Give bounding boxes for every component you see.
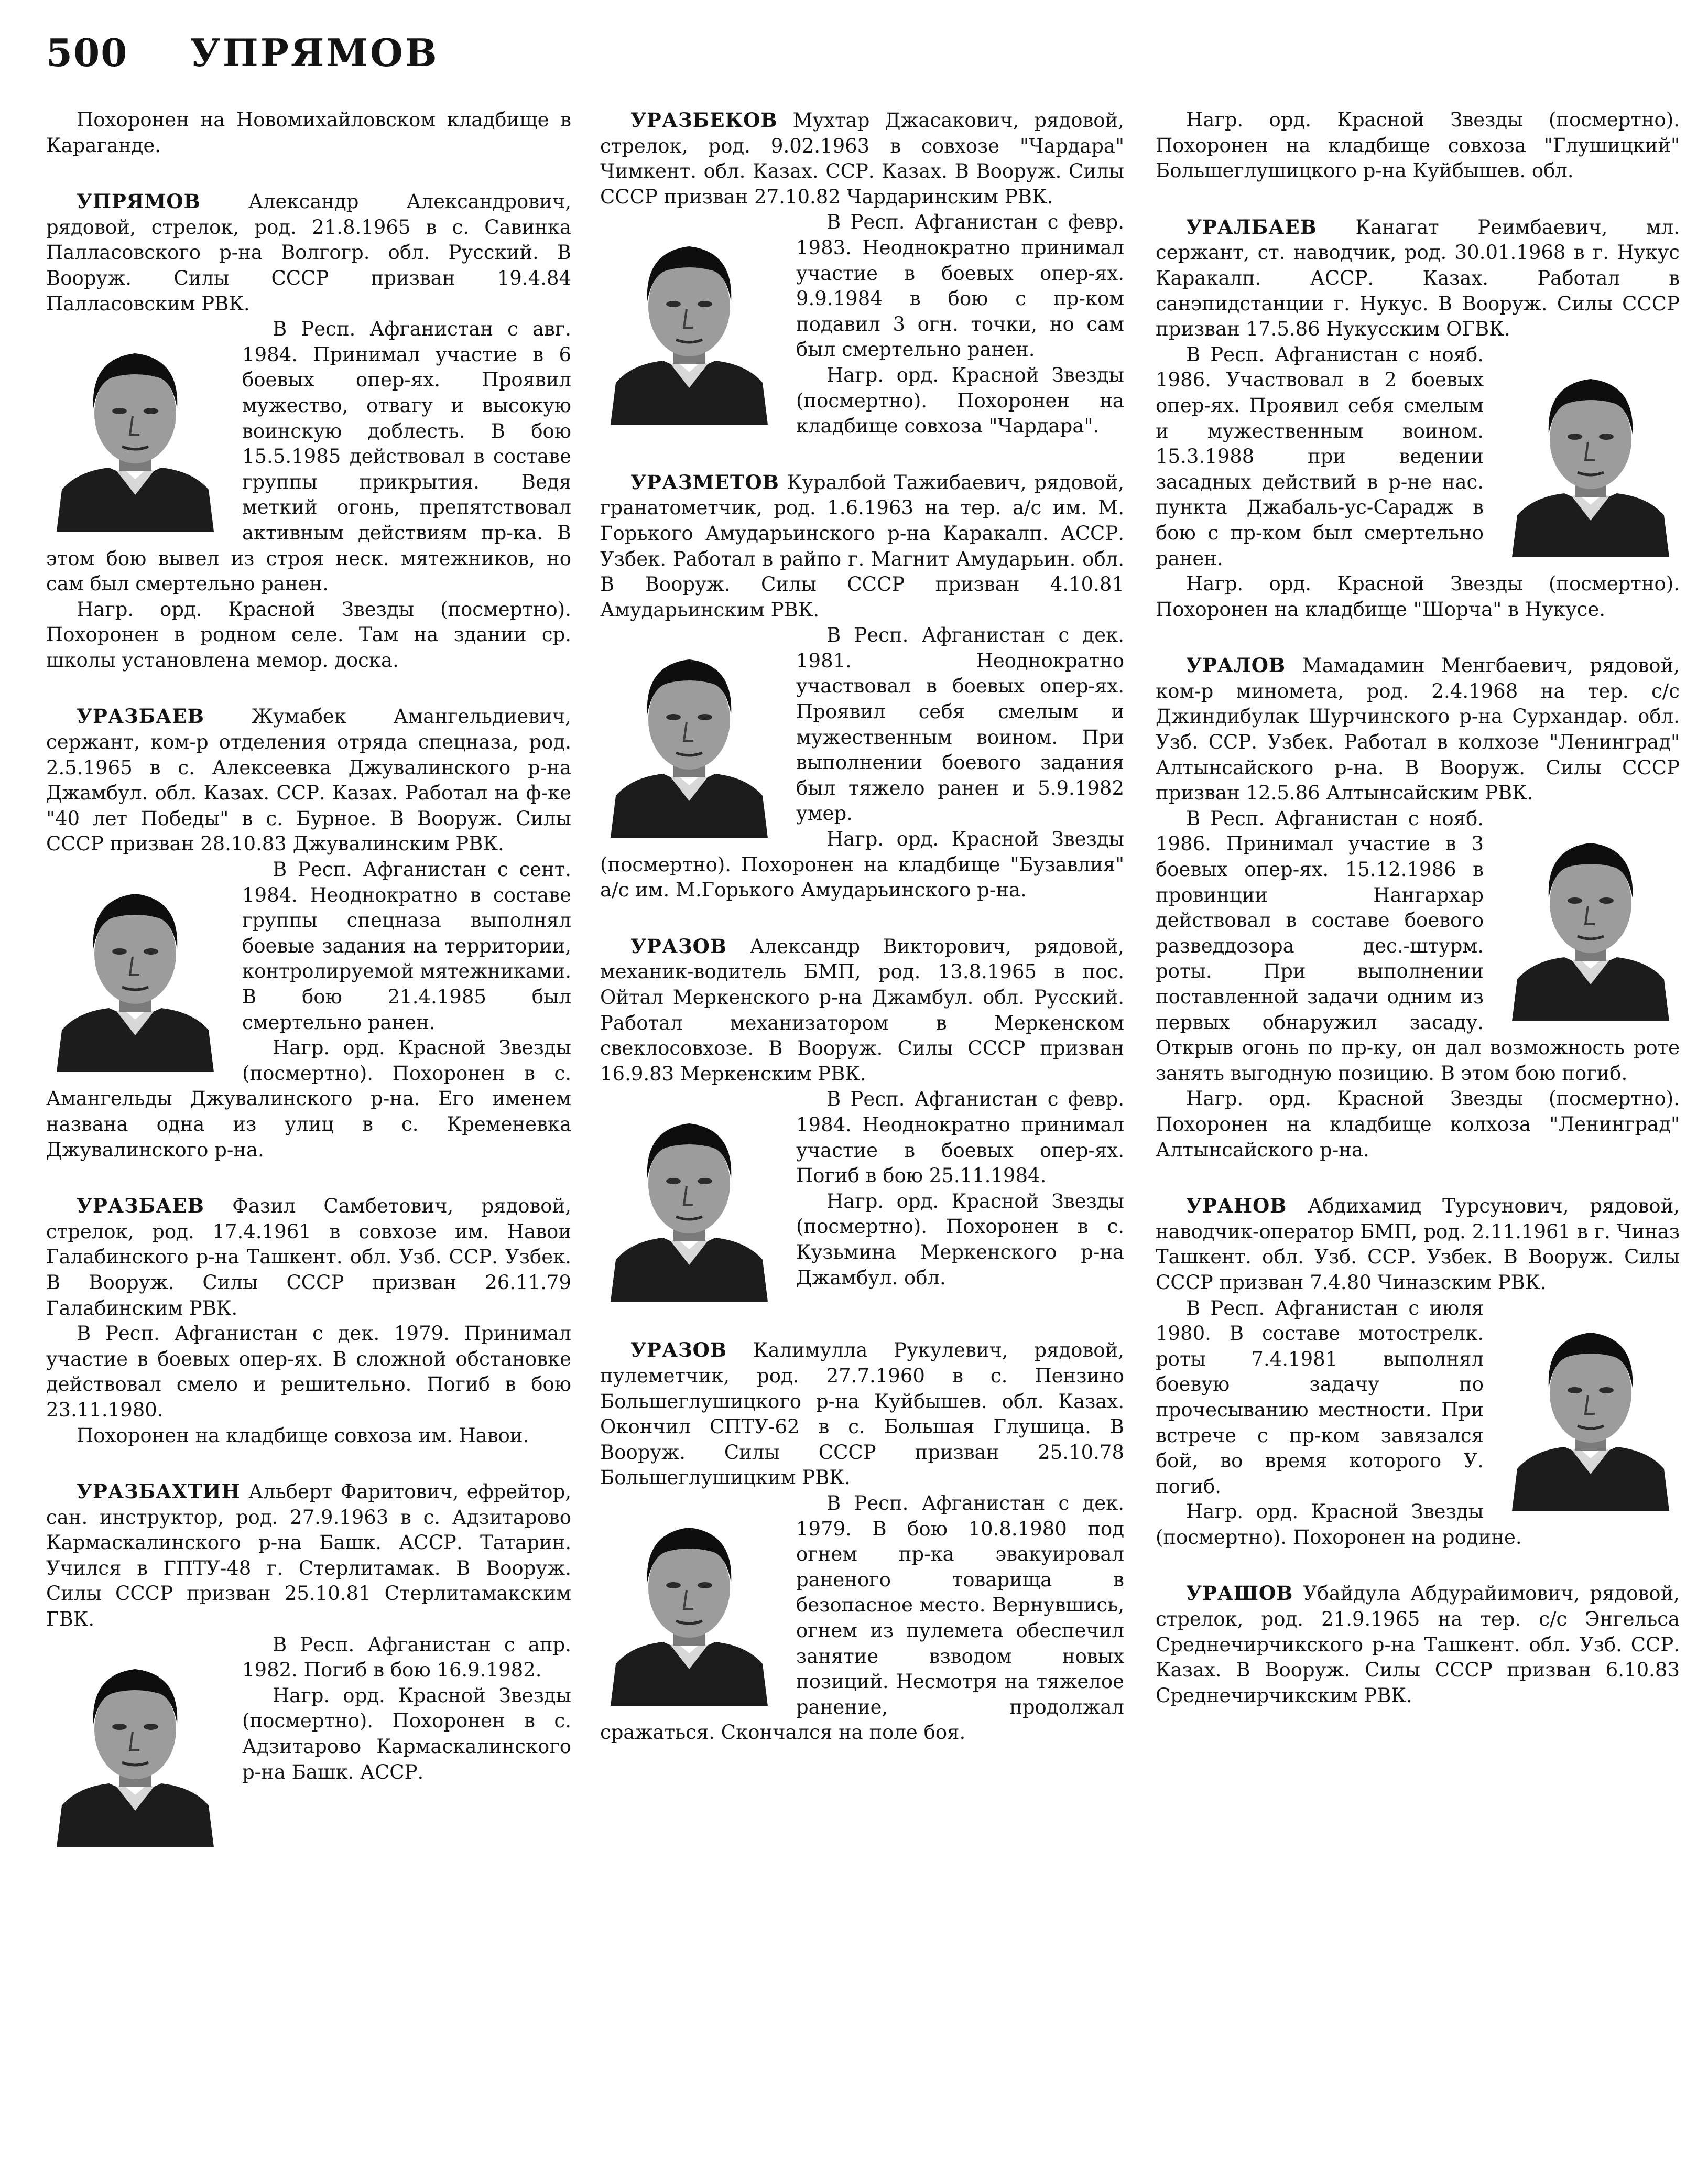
- entry-name: УРАЗБЕКОВ: [630, 109, 778, 132]
- entry-bio: Александр Викторович, рядовой, механик-водитель БМП, род. 13.8.1965 в пос. Ойтал Меркенского р-на Джамбул. обл. Русский. Работал механизатором в Меркенском свеклосовхозе. В Вооруж. Силы СССР призван 16.9.83 Меркенским РВК.: [600, 935, 1124, 1085]
- entry-bio: Альберт Фаритович, ефрейтор, сан. инструктор, род. 27.9.1963 в с. Адзитарово Кармаскалинского р-на Башк. АССР. Татарин. Учился в ГПТУ-48 г. Стерлитамак. В Вооруж. Силы СССР призван 25.10.81 Стерлитамакским ГВК.: [46, 1480, 572, 1631]
- entry-bio: Мамадамин Менгбаевич, рядовой, ком-р миномета, род. 2.4.1968 на тер. с/с Джиндибулак Шурчинского р-на Сурхандар. обл. Узб. ССР. Узбек. Работал в колхозе "Ленинград" Алтынсайского р-на. В Вооруж. Силы СССР призван 12.5.86 Алтынсайским РВК.: [1156, 654, 1680, 805]
- entry-service: В Респ. Афганистан с нояб. 1986. Принимал участие в 3 боевых опер-ях. 15.12.1986 в провинции Нангархар действовал в составе боевого разведдозора дес.-штурм. роты. При выполнении поставленной задачи одним из первых обнаружил засаду. Открыв огонь по пр-ку, он дал возможность роте занять выгодную позицию. В этом бою погиб.: [1156, 807, 1680, 1085]
- entry-service: В Респ. Афганистан с нояб. 1986. Участвовал в 2 боевых опер-ях. Проявил себя смелым и мужественным воином. 15.3.1988 при ведении засадных действий в р-не нас. пункта Джабаль-ус-Сарадж в бою с пр-ком был смертельно ранен.: [1156, 343, 1484, 570]
- portrait-photo: [1502, 1301, 1680, 1511]
- entry: [46, 704, 571, 1163]
- entry-name: УРАШОВ: [1186, 1582, 1293, 1605]
- page-header: [46, 30, 439, 93]
- entry-award: Нагр. орд. Красной Звезды (посмертно). Похоронен на кладбище "Шорча" в Нукусе.: [1156, 572, 1680, 621]
- entry-name: УРАЗОВ: [630, 934, 727, 958]
- entry-award: Нагр. орд. Красной Звезды (посмертно). Похоронен на кладбище "Бузавлия" а/с им. М.Горького Амударьинского р-на.: [600, 828, 1124, 902]
- portrait-photo: [46, 322, 224, 532]
- portrait-photo: [600, 215, 778, 425]
- entry-service: В Респ. Афганистан с авг. 1984. Принимал участие в 6 боевых опер-ях. Проявил мужество, отвагу и высокую воинскую доблесть. В бою 15.5.1985 действовал в составе группы прикрытия. Ведя меткий огонь, препятствовал активным действиям пр-ка. В этом бою вывел из строя неск. мятежников, но сам был смертельно ранен.: [46, 318, 571, 596]
- column-1: [46, 107, 571, 1853]
- entry: [1156, 1581, 1680, 1708]
- portrait-photo: [1502, 348, 1680, 557]
- entry-name: УРАЗБАХТИН: [77, 1480, 241, 1503]
- portrait-photo: [600, 628, 778, 838]
- entry-service: В Респ. Афганистан с февр. 1984. Неоднократно принимал участие в боевых опер-ях. Погиб в бою 25.11.1984.: [796, 1088, 1124, 1187]
- entry-bio: Мухтар Джасакович, рядовой, стрелок, род. 9.02.1963 в совхозе "Чардара" Чимкент. обл. Казах. ССР. Казах. В Вооруж. Силы СССР призван 27.10.82 Чардаринским РВК.: [600, 109, 1125, 208]
- entry-bio: Калимулла Рукулевич, рядовой, пулеметчик, род. 27.7.1960 в с. Пензино Большеглушицкого р-на Куйбышев. обл. Казах. Окончил СПТУ-62 в с. Большая Глушица. В Вооруж. Силы СССР призван 25.10.78 Большеглушицким РВК.: [600, 1339, 1124, 1489]
- entry: [46, 1193, 571, 1448]
- portrait-photo: [1502, 811, 1680, 1021]
- entry: [46, 1479, 571, 1785]
- entry-name: УРАНОВ: [1186, 1194, 1287, 1218]
- entry: [1156, 653, 1680, 1163]
- entry-service: В Респ. Афганистан с февр. 1983. Неоднократно принимал участие в боевых опер-ях. 9.9.1984 в бою с пр-ком подавил 3 огн. точки, но сам был смертельно ранен.: [796, 211, 1124, 361]
- entry-name: УРАЗМЕТОВ: [630, 470, 779, 494]
- entry: [600, 470, 1124, 903]
- entry: [600, 1337, 1124, 1746]
- portrait-photo: [600, 1496, 778, 1706]
- entry-bio: Жумабек Амангельдиевич, сержант, ком-р отделения отряда спецназа, род. 2.5.1965 в с. Алексеевка Джувалинского р-на Джамбул. обл. Казах. ССР. Казах. Работал на ф-ке "40 лет Победы" в с. Бурное. В Вооруж. Силы СССР призван 28.10.83 Джувалинским РВК.: [46, 705, 571, 856]
- entry-service: В Респ. Афганистан с дек. 1979. В бою 10.8.1980 под огнем пр-ка эвакуировал раненого товарища в безопасное место. Вернувшись, огнем из пулемета обеспечил занятие взводом новых позиций. Несмотря на тяжелое ранение, продолжал сражаться. Скончался на поле боя.: [600, 1491, 1124, 1744]
- column-2: [600, 107, 1124, 1746]
- running-head: УПРЯМОВ: [190, 30, 439, 75]
- entry-award: Похоронен на кладбище совхоза им. Навои.: [77, 1424, 529, 1447]
- entry-name: УПРЯМОВ: [77, 190, 201, 213]
- entry-service: В Респ. Афганистан с апр. 1982. Погиб в бою 16.9.1982.: [242, 1633, 571, 1682]
- entry-award: Нагр. орд. Красной Звезды (посмертно). Похоронен в с. Кузьмина Меркенского р-на Джамбул. обл.: [796, 1189, 1124, 1289]
- entry-award: Нагр. орд. Красной Звезды (посмертно). Похоронен в с. Адзитарово Кармаскалинского р-на Башк. АССР.: [242, 1684, 571, 1783]
- entry: [1156, 214, 1680, 623]
- entry-bio: Фазил Самбетович, рядовой, стрелок, род. 17.4.1961 в совхозе им. Навои Галабинского р-на Ташкент. обл. Узб. ССР. Узбек. В Вооруж. Силы СССР призван 26.11.79 Галабинским РВК.: [46, 1195, 571, 1319]
- entry-award: Нагр. орд. Красной Звезды (посмертно). Похоронен на кладбище колхоза "Ленинград" Алтынсайского р-на.: [1156, 1087, 1680, 1161]
- continued-text: Нагр. орд. Красной Звезды (посмертно). Похоронен на кладбище совхоза "Глушицкий" Большеглушицкого р-на Куйбышев. обл.: [1156, 109, 1680, 182]
- portrait-photo: [600, 1092, 778, 1302]
- column-3: [1156, 107, 1680, 1708]
- entry-award: Нагр. орд. Красной Звезды (посмертно). Похоронен на кладбище совхоза "Чардара".: [796, 363, 1124, 438]
- entry-name: УРАЛОВ: [1186, 654, 1286, 677]
- entry-bio: Абдихамид Турсунович, рядовой, наводчик-оператор БМП, род. 2.11.1961 в г. Чиназ Ташкент. обл. Узб. ССР. Узбек. В Вооруж. Силы СССР призван 7.4.80 Чиназским РВК.: [1156, 1195, 1680, 1294]
- entry-name: УРАЗБАЕВ: [77, 1194, 204, 1218]
- portrait-photo: [46, 1638, 224, 1847]
- entry-award: Нагр. орд. Красной Звезды (посмертно). Похоронен в с. Амангельды Джувалинского р-на. Его именем названа одна из улиц в с. Кременевка Джувалинского р-на.: [46, 1036, 571, 1161]
- entry: [1156, 1193, 1680, 1550]
- entry-bio: Убайдула Абдурайимович, рядовой, стрелок, род. 21.9.1965 на тер. с/с Энгельса Среднечирчикского р-на Ташкент. обл. Узб. ССР. Казах. В Вооруж. Силы СССР призван 6.10.83 Среднечирчикским РВК.: [1156, 1582, 1680, 1707]
- continued-text: Похоронен на Новомихайловском кладбище в Караганде.: [46, 109, 571, 157]
- entry-name: УРАЛБАЕВ: [1186, 215, 1317, 239]
- entry-award: Нагр. орд. Красной Звезды (посмертно). Похоронен в родном селе. Там на здании ср. школы установлена мемор. доска.: [46, 598, 571, 672]
- entry-award: Нагр. орд. Красной Звезды (посмертно). Похоронен на родине.: [1156, 1500, 1522, 1549]
- entry-service: В Респ. Афганистан с дек. 1981. Неоднократно участвовал в боевых опер-ях. Проявил себя смелым и мужественным воином. При выполнении боевого задания был тяжело ранен и 5.9.1982 умер.: [796, 624, 1124, 825]
- portrait-photo: [46, 862, 224, 1072]
- entry-bio: Александр Александрович, рядовой, стрелок, род. 21.8.1965 в с. Савинка Палласовского р-на Волгогр. обл. Русский. В Вооруж. Силы СССР призван 19.4.84 Палласовским РВК.: [46, 190, 571, 315]
- entry: [46, 189, 571, 673]
- entry-name: УРАЗБАЕВ: [77, 705, 204, 728]
- entry-bio: Куралбой Тажибаевич, рядовой, гранатометчик, род. 1.6.1963 на тер. а/с им. М. Горького Амударьинского р-на Каракалп. АССР. Узбек. Работал в райпо г. Магнит Амударьин. обл. В Вооруж. Силы СССР призван 4.10.81 Амударьинским РВК.: [600, 471, 1125, 621]
- entry-service: В Респ. Афганистан с сент. 1984. Неоднократно в составе группы спецназа выполнял боевые задания на территории, контролируемой мятежниками. В бою 21.4.1985 был смертельно ранен.: [242, 858, 571, 1034]
- entry: [600, 934, 1124, 1291]
- entry-bio: Канагат Реимбаевич, мл. сержант, ст. наводчик, род. 30.01.1968 в г. Нукус Каракалп. АССР. Казах. Работал в санэпидстанции г. Нукус. В Вооруж. Силы СССР призван 17.5.86 Нукусским ОГВК.: [1156, 215, 1680, 341]
- entry-service: В Респ. Афганистан с дек. 1979. Принимал участие в боевых опер-ях. В сложной обстановке действовал смело и решительно. Погиб в бою 23.11.1980.: [46, 1322, 571, 1421]
- page-number: 500: [46, 30, 128, 75]
- entry-service: В Респ. Афганистан с июля 1980. В составе мотострелк. роты 7.4.1981 выполнял боевую задачу по прочесыванию местности. При встрече с пр-ком завязался бой, во время которого У. погиб.: [1156, 1296, 1484, 1498]
- entry: [600, 107, 1124, 439]
- entry-name: УРАЗОВ: [630, 1338, 727, 1362]
